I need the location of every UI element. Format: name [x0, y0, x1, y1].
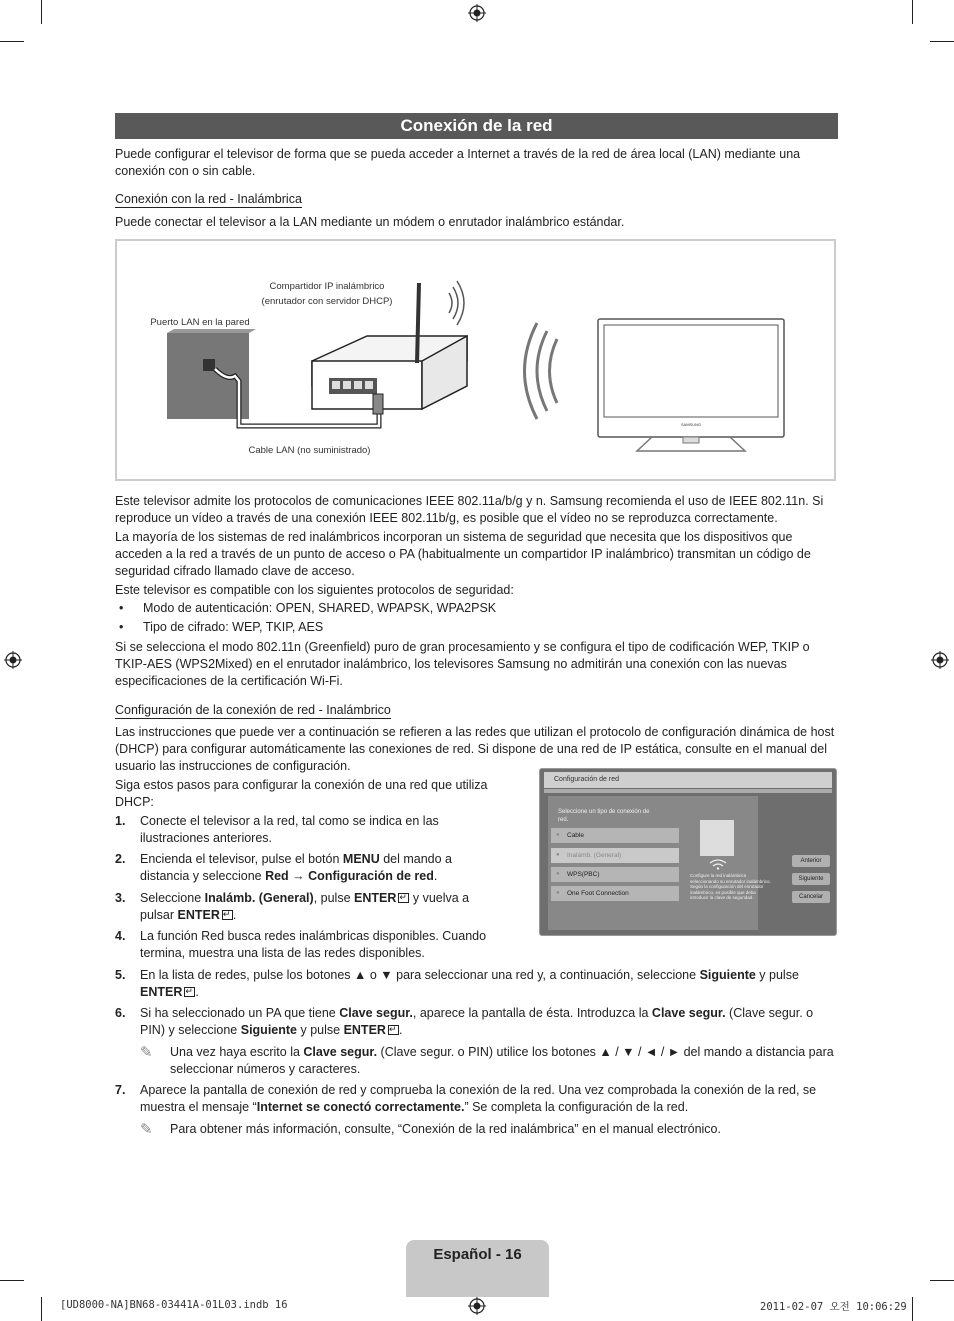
- router-label-2: (enrutador con servidor DHCP): [261, 296, 393, 307]
- crop-mark: [41, 0, 42, 24]
- paragraph: Las instrucciones que puede ver a continuación se refieren a las redes que utilizan el protocolo de configuración dinámica de host (DHCP) para configurar automáticamente las conexiones de red. Si dispone de una red de IP estática, consulte en el manual del usuario las instrucciones de configuración.: [115, 725, 835, 773]
- option-wps[interactable]: ● WPS(PBC): [551, 867, 679, 882]
- registration-mark-icon: [468, 1297, 486, 1315]
- registration-mark-icon: [931, 651, 949, 669]
- tv-brand: SAMSUNG: [680, 422, 702, 427]
- note-6: ✎ Una vez haya escrito la Clave segur. (Clave segur. o PIN) utilice los botones ▲ / ▼ / ◄ / ► del mando a distancia para seleccionar números y caracteres.: [140, 1044, 834, 1076]
- bullet-item: • Tipo de cifrado: WEP, TKIP, AES: [115, 620, 323, 634]
- crop-mark: [0, 41, 24, 42]
- previous-button[interactable]: Anterior: [792, 855, 830, 867]
- screen-tabs: [544, 789, 832, 793]
- bullet-item: • Modo de autenticación: OPEN, SHARED, WPAPSK, WPA2PSK: [115, 601, 496, 615]
- slug-right: 2011-02-07 오전 10:06:29: [760, 1301, 907, 1313]
- crop-mark: [930, 1280, 954, 1281]
- note-icon: ✎: [140, 1121, 153, 1138]
- step-5: 5. En la lista de redes, pulse los botones ▲ o ▼ para seleccionar una red y, a continuación, seleccione Siguiente y pulse ENTER↵ .: [115, 967, 837, 1001]
- page-number: Español - 16: [406, 1240, 549, 1297]
- section-heading-config: Configuración de la conexión de red - Inalámbrico: [115, 703, 391, 717]
- next-button[interactable]: Siguiente: [792, 873, 830, 885]
- screen-header: Configuración de red: [544, 772, 832, 788]
- cancel-button[interactable]: Cancelar: [792, 891, 830, 903]
- page-title: Conexión de la red: [115, 113, 838, 139]
- network-diagram: [115, 239, 836, 481]
- intro-text: Puede configurar el televisor de forma que se pueda acceder a Internet a través de la red de área local (LAN) mediante una conexión con o sin cable.: [115, 147, 801, 178]
- router-image: [700, 820, 734, 856]
- step-7: 7. Aparece la pantalla de conexión de red y comprueba la conexión de la red. Una vez comprobada la conexión de la red, se muestra el mensaje “Internet se conectó correctamente.” Se completa la configuración de la red.: [115, 1083, 817, 1114]
- enter-icon: [398, 893, 409, 903]
- option-one-foot[interactable]: ● One Foot Connection: [551, 886, 679, 901]
- step-1: 1. Conecte el televisor a la red, tal como se indica en las ilustraciones anteriores.: [115, 814, 439, 845]
- bullet-icon: •: [119, 620, 124, 634]
- registration-mark-icon: [4, 651, 22, 669]
- enter-icon: [184, 987, 195, 997]
- screen-panel: [548, 796, 771, 930]
- crop-mark: [912, 0, 913, 24]
- step-4: 4. La función Red busca redes inalámbricas disponibles. Cuando termina, muestra una lista de las redes disponibles.: [115, 929, 487, 960]
- bullet-icon: •: [119, 601, 124, 615]
- screen-help: Configure la red inalámbrica seleccionando su enrutador inalámbrico. Según la configuración del enrutador inalámbrico, es posible que deba introducir la clave de seguridad.: [690, 873, 771, 900]
- paragraph: Siga estos pasos para configurar la conexión de una red que utiliza DHCP:: [115, 778, 488, 809]
- option-wireless-general[interactable]: ● Inalámb. (General): [551, 848, 679, 863]
- enter-icon: [222, 910, 233, 920]
- slug-left: [UD8000-NA]BN68-03441A-01L03.indb 16: [60, 1299, 288, 1311]
- crop-mark: [912, 1297, 913, 1321]
- diagram-illustration: [117, 241, 834, 479]
- paragraph: Este televisor es compatible con los siguientes protocolos de seguridad:: [115, 583, 514, 597]
- router-label-1: Compartidor IP inalámbrico: [269, 281, 385, 292]
- enter-icon: [388, 1025, 399, 1035]
- registration-mark-icon: [468, 4, 486, 22]
- cable-label: Cable LAN (no suministrado): [248, 445, 371, 456]
- crop-mark: [41, 1297, 42, 1321]
- option-cable[interactable]: ● Cable: [551, 828, 679, 843]
- section-text: Puede conectar el televisor a la LAN mediante un módem o enrutador inalámbrico estándar.: [115, 215, 625, 229]
- crop-mark: [0, 1280, 24, 1281]
- section-heading-wireless: Conexión con la red - Inalámbrica: [115, 192, 302, 206]
- crop-mark: [930, 41, 954, 42]
- network-settings-screen: [539, 768, 837, 936]
- paragraph: La mayoría de los sistemas de red inalámbricos incorporan un sistema de seguridad que necesita que los dispositivos que acceden a la red a través de un punto de acceso o PA (habitualmente un compartidor IP inalámbrico) transmitan un código de seguridad cifrado llamado clave de acceso.: [115, 530, 811, 578]
- paragraph: Si se selecciona el modo 802.11n (Greenfield) puro de gran procesamiento y se configura el tipo de codificación WEP, TKIP o TKIP-AES (WPS2Mixed) en el enrutador inalámbrico, los televisores Samsung no admitirán una conexión con las nuevas especificaciones de la certificación Wi-Fi.: [115, 640, 810, 688]
- wall-port-label: Puerto LAN en la pared: [150, 317, 250, 328]
- note-7: ✎ Para obtener más información, consulte, “Conexión de la red inalámbrica” en el manual electrónico.: [140, 1121, 721, 1138]
- paragraph: Este televisor admite los protocolos de comunicaciones IEEE 802.11a/b/g y n. Samsung recomienda el uso de IEEE 802.11n. Si reproduce un vídeo a través de una conexión IEEE 802.11b/g, es posible que el vídeo no se reproduzca correctamente.: [115, 494, 824, 525]
- step-2: 2. Encienda el televisor, pulse el botón MENU del mando a distancia y seleccione Red → Configuración de red.: [115, 852, 453, 883]
- note-icon: ✎: [140, 1044, 153, 1061]
- step-3: 3. Seleccione Inalámb. (General), pulse ENTER↵ y vuelva a pulsar ENTER↵ .: [115, 890, 495, 924]
- screen-prompt: Seleccione un tipo de conexión de red.: [558, 809, 650, 823]
- step-6: 6. Si ha seleccionado un PA que tiene Clave segur., aparece la pantalla de ésta. Introduzca la Clave segur. (Clave segur. o PIN) y seleccione Siguiente y pulse ENTER↵ .: [115, 1005, 837, 1039]
- wifi-icon: [708, 858, 728, 870]
